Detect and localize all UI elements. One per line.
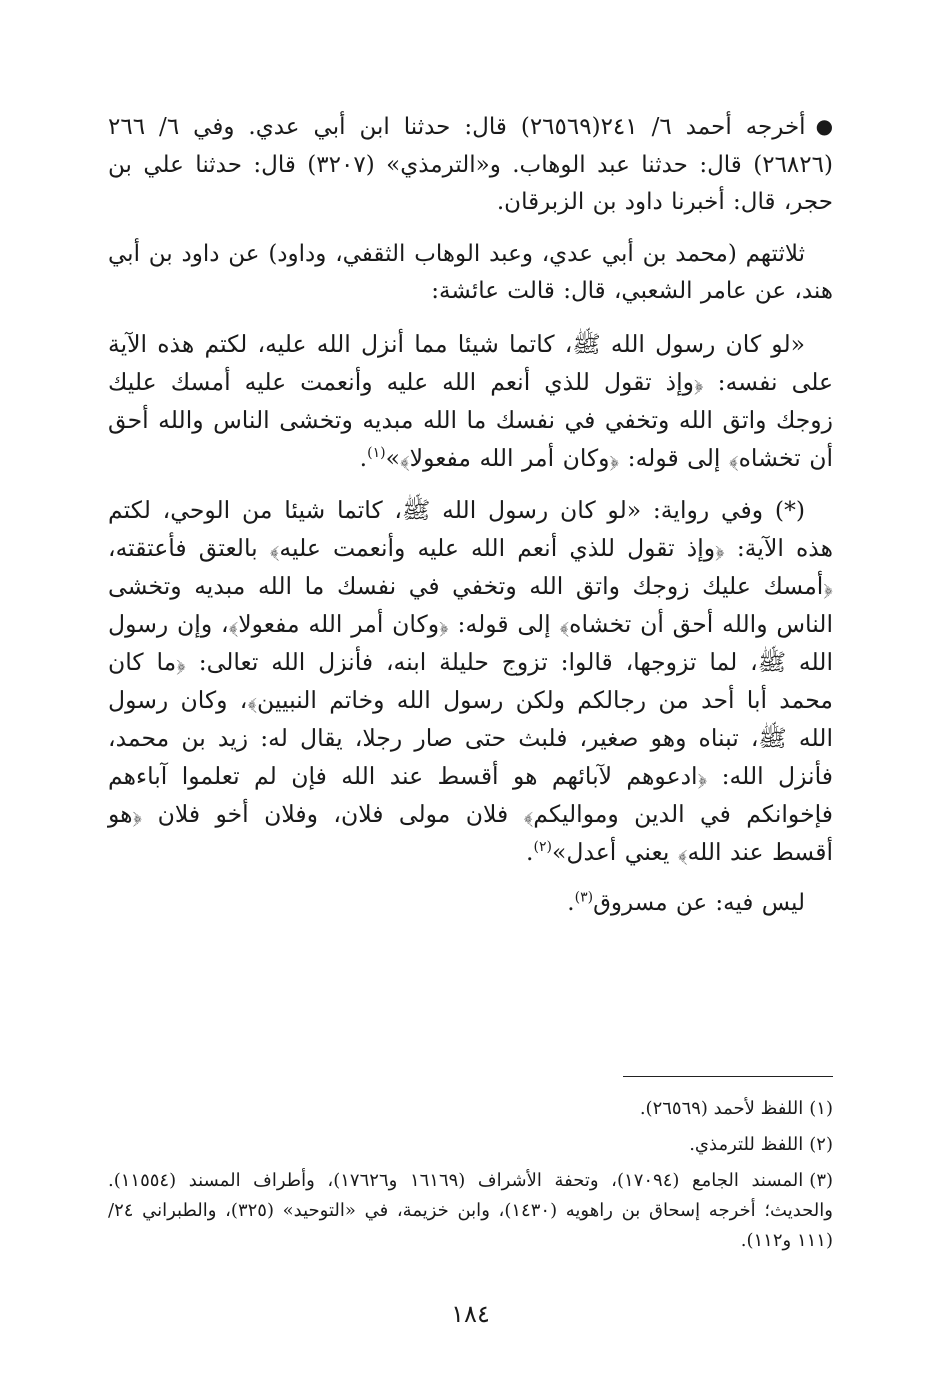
takhrij-paragraph	[108, 108, 833, 222]
footnote-number: (٢)	[809, 1134, 833, 1155]
footnote-text: اللفظ لأحمد (٢٦٥٦٩).	[639, 1098, 804, 1119]
riwaya-paragraph	[108, 491, 833, 871]
page-number: ١٨٤	[451, 1300, 490, 1328]
footnote	[108, 1166, 833, 1256]
laysa-end: .	[567, 889, 575, 916]
riwaya-text: (*) وفي رواية: «لو كان رسول الله ﷺ، كاتما شيئا من الوحي، لكتم هذه الآية: ﴿وإذ تقول للذي أنعم الله عليه وأنعمت عليه﴾ بالعتق فأعتقته، ﴿أمسك عليك زوجك واتق الله وتخفي في نفسك ما الله مبديه وتخشى الناس والله أحق أن تخشاه﴾ إلى قوله: ﴿وكان أمر الله مفعولا﴾، وإن رسول الله ﷺ، لما تزوجها، قالوا: تزوج حليلة ابنه، فأنزل الله تعالى: ﴿ما كان محمد أبا أحد من رجالكم ولكن رسول الله وخاتم النبيين﴾، وكان رسول الله ﷺ، تبناه وهو صغير، فلبث حتى صار رجلا، يقال له: زيد بن محمد، فأنزل الله: ﴿ادعوهم لآبائهم هو أقسط عند الله فإن لم تعلموا آباءهم فإخوانكم في الدين ومواليكم﴾ فلان مولى فلان، وفلان أخو فلان ﴿هو أقسط عند الله﴾ يعني أعدل»	[108, 495, 833, 866]
matn-end: .	[359, 443, 368, 472]
footnotes	[108, 1094, 833, 1262]
matn-text: «لو كان رسول الله ﷺ، كاتما شيئا مما أنزل الله عليه، لكتم هذه الآية على نفسه: ﴿وإذ تقول للذي أنعم الله عليه وأنعمت عليه أمسك عليك زوجك واتق الله وتخفي في نفسك ما الله مبديه وتخشى الناس والله أحق أن تخشاه﴾ إلى قوله: ﴿وكان أمر الله مفعولا﴾»	[108, 329, 833, 472]
footnote-divider	[623, 1076, 833, 1077]
footnote-number: (١)	[809, 1098, 833, 1119]
isnad-paragraph	[108, 236, 833, 311]
footnote-text: اللفظ للترمذي.	[689, 1134, 804, 1155]
footnote-ref-1: (١)	[367, 444, 386, 461]
footnote-ref-3: (٣)	[574, 888, 594, 905]
footnote-ref-2: (٢)	[533, 838, 552, 855]
footnote-number: (٣)	[809, 1170, 834, 1191]
footnote	[108, 1130, 833, 1160]
laysa-paragraph	[108, 885, 833, 923]
footnote-text: المسند الجامع (١٧٠٩٤)، وتحفة الأشراف (١٦١٦٩ و١٧٦٢٦)، وأطراف المسند (١١٥٥٤). والحديث؛ أخرجه إسحاق بن راهويه (١٤٣٠)، وابن خزيمة، في «التوحيد» (٣٢٥)، والطبراني ٢٤/ (١١١ و١١٢).	[108, 1170, 833, 1251]
footnote	[108, 1094, 833, 1124]
bullet-icon: ●	[815, 114, 834, 138]
isnad-text: ثلاثتهم (محمد بن أبي عدي، وعبد الوهاب الثقفي، وداود) عن داود بن أبي هند، عن عامر الشعبي، قال: قالت عائشة:	[108, 240, 833, 304]
main-text	[108, 108, 833, 936]
riwaya-end: .	[526, 837, 534, 866]
laysa-text: ليس فيه: عن مسروق	[593, 889, 805, 916]
takhrij-text: أخرجه أحمد ٦/ ٢٤١(٢٦٥٦٩) قال: حدثنا ابن أبي عدي. وفي ٦/ ٢٦٦ (٢٦٨٢٦) قال: حدثنا عبد الوهاب. و«الترمذي» (٣٢٠٧) قال: حدثنا علي بن حجر، قال: أخبرنا داود بن الزبرقان.	[108, 114, 833, 215]
matn-paragraph	[108, 325, 833, 477]
